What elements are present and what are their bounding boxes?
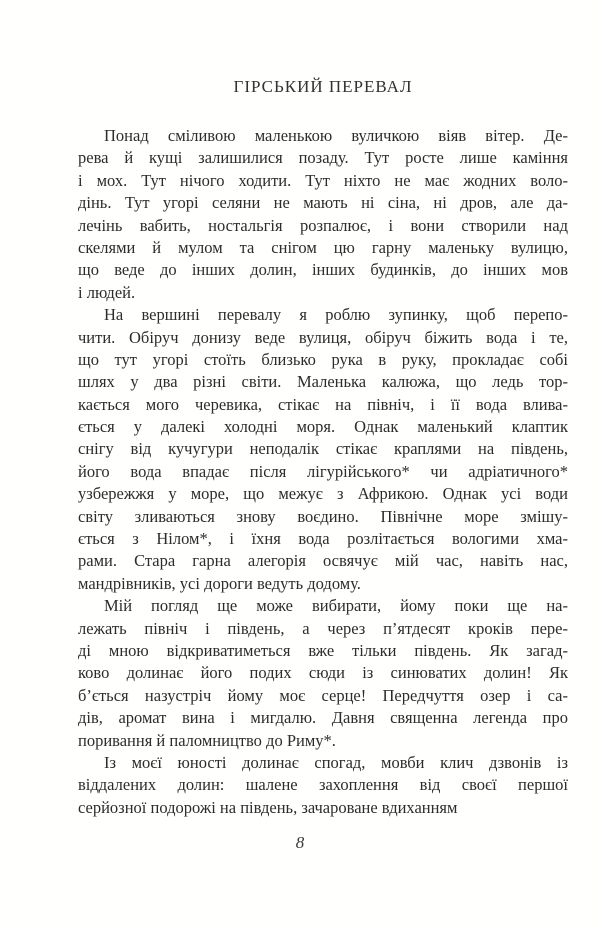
text-line: і людей. bbox=[78, 282, 136, 302]
paragraph bbox=[78, 304, 568, 595]
text-line: скелями й мулом та снігом цю гарну маленьку вулицю, bbox=[78, 237, 568, 257]
chapter-title: ГІРСЬКИЙ ПЕРЕВАЛ bbox=[233, 77, 413, 96]
text-line: поривання й паломництво до Риму*. bbox=[78, 730, 336, 750]
text-line: снігу від кучугури неподалік стікає краплями на південь, bbox=[78, 439, 568, 459]
text-line: кається мого черевика, стікає на північ, і її вода влива- bbox=[78, 394, 568, 414]
text-line: дів, аромат вина і мигдалю. Давня священна легенда про bbox=[78, 708, 568, 728]
text-line: узбережжя у море, що межує з Африкою. Однак усі води bbox=[78, 484, 568, 504]
text-line: Мій погляд ще може вибирати, йому поки ще на- bbox=[104, 596, 568, 616]
text-line: світу зливаються знову воєдино. Північне море змішу- bbox=[78, 506, 568, 526]
text-line: що тут угорі стоїть близько рука в руку, прокладає собі bbox=[78, 349, 568, 369]
text-line: його вода впадає після лігурійського* чи адріатичного* bbox=[78, 461, 568, 481]
paragraph bbox=[78, 752, 568, 819]
text-line: рами. Стара гарна алегорія освячує мій час, навіть нас, bbox=[78, 551, 568, 571]
text-line: лежать північ і південь, а через п’ятдесят кроків пере- bbox=[78, 618, 568, 638]
text-line: Понад сміливою маленькою вуличкою віяв вітер. Де- bbox=[104, 126, 568, 145]
text-line: б’ється назустріч йому моє серце! Передчуття озер і са- bbox=[78, 685, 568, 705]
text-line: чити. Обіруч донизу веде вулиця, обіруч біжить вода і те, bbox=[78, 327, 568, 347]
text-line: віддалених долин: шалене захоплення від своєї першої bbox=[78, 775, 568, 795]
text-line: ково долинає його подих сюди із синюватих долин! Як bbox=[78, 663, 568, 683]
text-line: шлях у два різні світи. Маленька калюжа, що ледь тор- bbox=[78, 372, 568, 392]
text-line: що веде до інших долин, інших будинків, до інших мов bbox=[78, 260, 568, 280]
text-body bbox=[78, 125, 568, 819]
text-line: На вершині перевалу я роблю зупинку, щоб перепо- bbox=[104, 305, 568, 325]
paragraph bbox=[78, 595, 568, 752]
text-line: ється у далекі холодні моря. Однак маленький клаптик bbox=[78, 417, 568, 437]
text-line: ді мною відкриватиметься вже тільки південь. Як загад- bbox=[78, 640, 568, 660]
text-line: і мох. Тут нічого ходити. Тут ніхто не має жодних воло- bbox=[78, 170, 568, 190]
text-line: рева й кущі залишилися позаду. Тут росте лише каміння bbox=[78, 148, 568, 168]
text-line: дінь. Тут угорі селяни не мають ні сіна, ні дров, але да- bbox=[78, 193, 568, 213]
text-line: серйозної подорожі на південь, зачароване вдиханням bbox=[78, 797, 458, 817]
paragraph bbox=[78, 125, 568, 304]
page-number: 8 bbox=[295, 833, 305, 852]
text-line: мандрівників, усі дороги ведуть додому. bbox=[78, 573, 361, 593]
text-line: лечінь вабить, ностальгія розпалює, і вони створили над bbox=[78, 215, 568, 235]
text-line: ється з Нілом*, і їхня вода розлітається вологими хма- bbox=[78, 529, 568, 549]
text-line: Із моєї юності долинає спогад, мовби клич дзвонів із bbox=[104, 752, 568, 772]
